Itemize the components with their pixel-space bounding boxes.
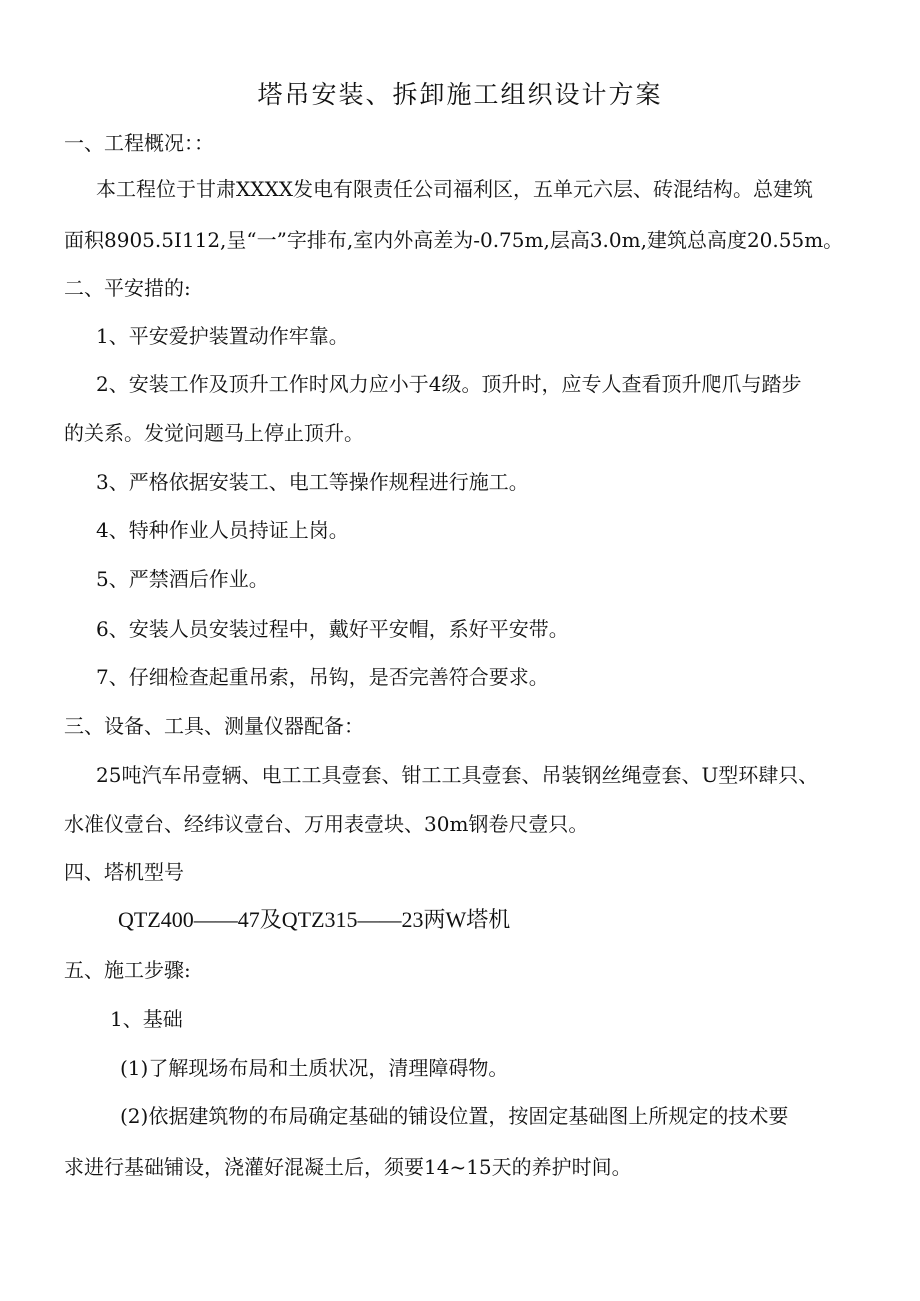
section-3-heading: 三、设备、工具、测量仪器配备： (64, 714, 364, 738)
section-2-item-4: 4、特种作业人员持证上岗。 (96, 518, 349, 542)
section-5-heading: 五、施工步骤: (64, 958, 191, 982)
section-2-item-2-line-1: 2、安装工作及顶升工作时风力应小于4级。顶升时，应专人查看顶升爬爪与踏步 (96, 372, 802, 396)
section-5-subheading-1: 1、基础 (110, 1007, 183, 1031)
document-title: 塔吊安装、拆卸施工组织设计方案 (257, 80, 663, 109)
section-2-item-7: 7、仔细检查起重吊索，吊钩，是否完善符合要求。 (96, 665, 549, 689)
section-2-item-6: 6、安装人员安装过程中，戴好平安帽，系好平安带。 (96, 617, 569, 641)
section-2-item-5: 5、严禁酒后作业。 (96, 567, 269, 591)
section-3-paragraph-line-1: 25吨汽车吊壹辆、电工工具壹套、钳工工具壹套、吊装钢丝绳壹套、U型环肆只、 (96, 763, 819, 787)
section-1-paragraph-line-2: 面积8905.5I112,呈“一”字排布,室内外高差为-0.75m,层高3.0m,建筑总高度20.55m。 (64, 228, 844, 252)
section-1-heading: 一、工程概况：： (64, 131, 214, 155)
section-5-item-2-line-2: 求进行基础铺设，浇灌好混凝土后，须要14~15天的养护时间。 (64, 1155, 632, 1179)
section-2-item-3: 3、严格依据安装工、电工等操作规程进行施工。 (96, 470, 529, 494)
section-5-item-1: (1)了解现场布局和土质状况，清理障碍物。 (120, 1056, 509, 1080)
section-1-paragraph-line-1: 本工程位于甘肃XXXX发电有限责任公司福利区，五单元六层、砖混结构。总建筑 (96, 177, 813, 201)
section-4-heading: 四、塔机型号 (64, 860, 184, 884)
section-2-heading: 二、平安措的: (64, 276, 191, 300)
section-2-item-1: 1、平安爱护装置动作牢靠。 (96, 324, 349, 348)
section-2-item-2-line-2: 的关系。发觉问题马上停止顶升。 (64, 421, 364, 445)
section-5-item-2-line-1: (2)依据建筑物的布局确定基础的铺设位置，按固定基础图上所规定的技术要 (120, 1104, 789, 1128)
section-3-paragraph-line-2: 水准仪壹台、经纬议壹台、万用表壹块、30m钢卷尺壹只。 (64, 812, 589, 836)
tower-crane-models: QTZ400——47及QTZ315——23两W塔机 (118, 907, 511, 932)
